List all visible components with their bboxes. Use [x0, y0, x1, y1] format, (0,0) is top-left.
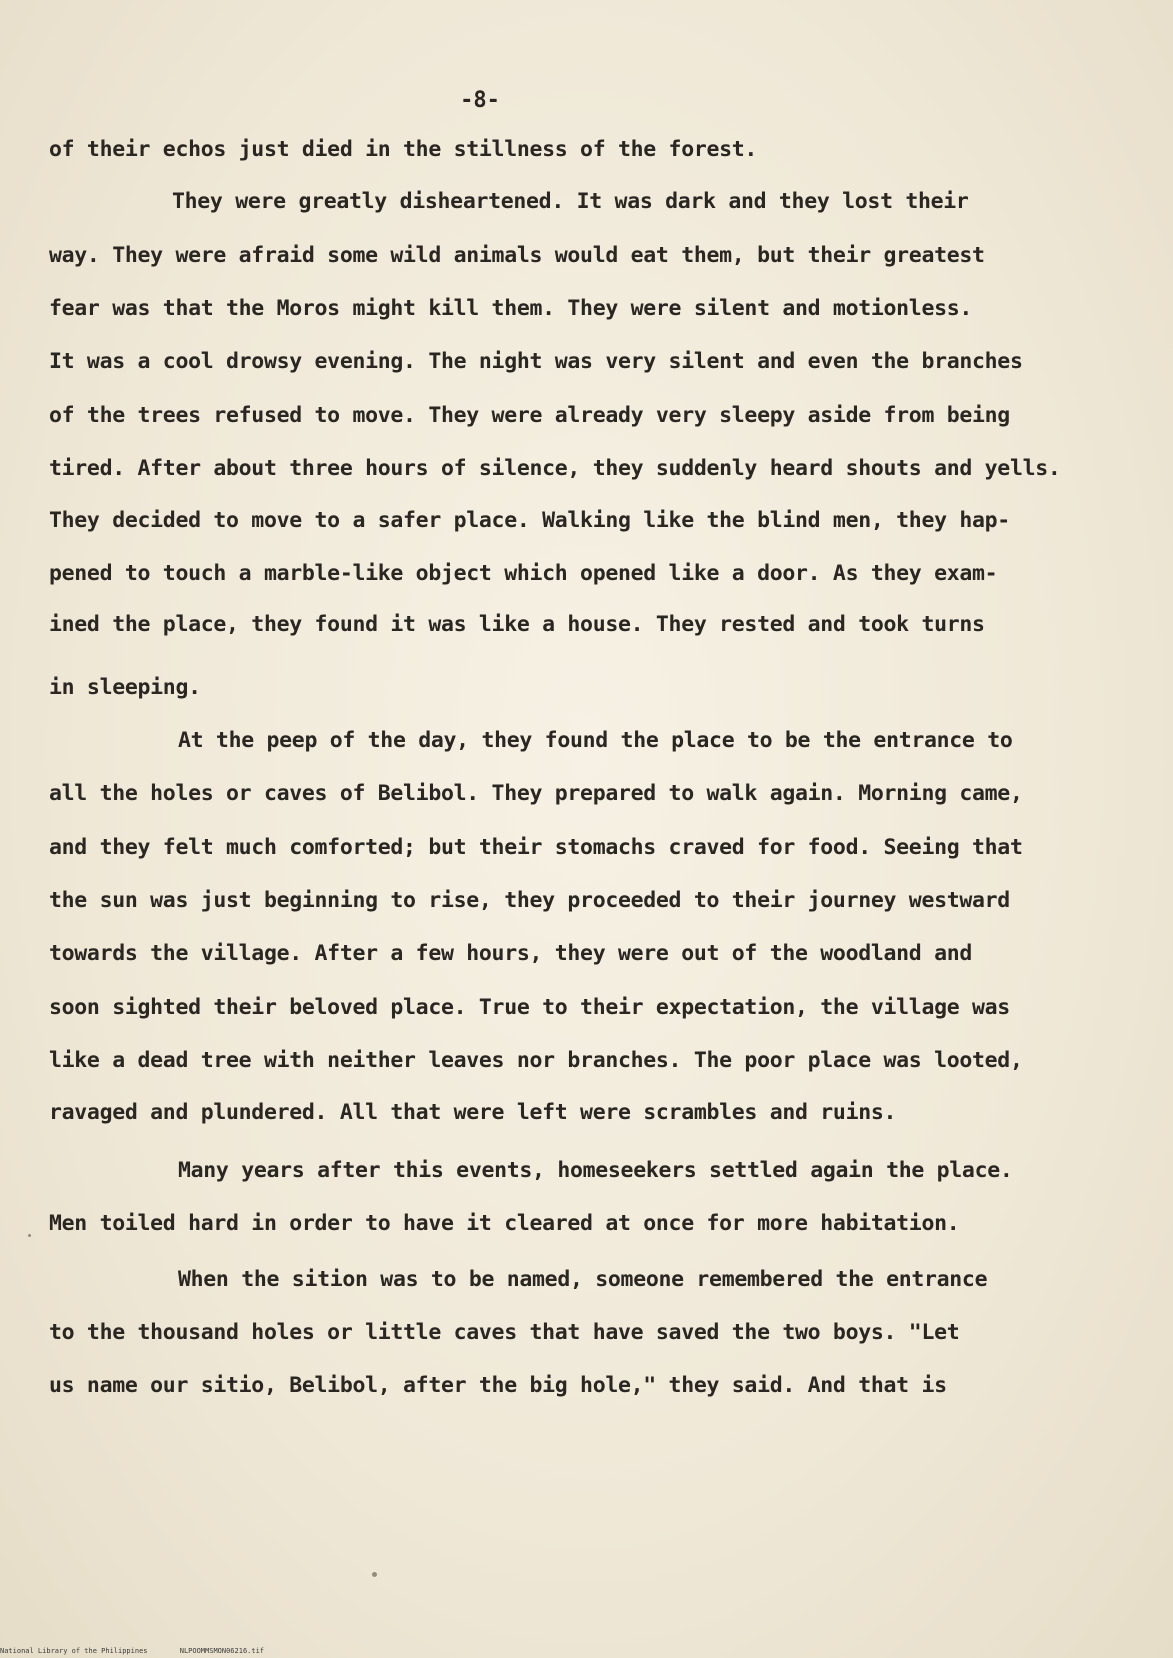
text-line: fear was that the Moros might kill them. They were silent and motionless.	[49, 296, 973, 321]
text-line: Many years after this events, homeseekers settled again the place.	[178, 1158, 1013, 1183]
text-line: At the peep of the day, they found the place to be the entrance to	[178, 728, 1013, 753]
text-line: Men toiled hard in order to have it cleared at once for more habitation.	[49, 1211, 960, 1236]
text-line: us name our sitio, Belibol, after the big hole," they said. And that is	[49, 1373, 947, 1398]
text-line: all the holes or caves of Belibol. They prepared to walk again. Morning came,	[49, 781, 1023, 806]
text-line: ravaged and plundered. All that were left were scrambles and ruins.	[49, 1100, 897, 1125]
paper-speck	[372, 1572, 377, 1577]
text-line: It was a cool drowsy evening. The night was very silent and even the branches	[49, 349, 1023, 374]
text-line: the sun was just beginning to rise, they proceeded to their journey westward	[49, 888, 1010, 913]
footer-stamp	[0, 1647, 292, 1655]
text-line: tired. After about three hours of silence, they suddenly heard shouts and yells.	[49, 456, 1061, 481]
text-line: pened to touch a marble-like object which opened like a door. As they exam-	[49, 561, 998, 586]
text-line: of their echos just died in the stillness of the forest.	[49, 137, 758, 162]
text-line: of the trees refused to move. They were already very sleepy aside from being	[49, 403, 1010, 428]
text-line: and they felt much comforted; but their stomachs craved for food. Seeing that	[49, 835, 1023, 860]
page-number: -8-	[460, 88, 500, 113]
text-line: They were greatly disheartened. It was dark and they lost their	[172, 189, 969, 214]
text-line: They decided to move to a safer place. Walking like the blind men, they hap-	[49, 508, 1010, 533]
text-line: like a dead tree with neither leaves nor branches. The poor place was looted,	[49, 1048, 1023, 1073]
footer-library: National Library of the Philippines	[0, 1647, 148, 1655]
text-line: towards the village. After a few hours, they were out of the woodland and	[49, 941, 973, 966]
text-line: soon sighted their beloved place. True to their expectation, the village was	[49, 995, 1010, 1020]
paper-speck	[28, 1234, 31, 1237]
text-line: When the sition was to be named, someone remembered the entrance	[178, 1267, 988, 1292]
footer-file-id: NLPOOMMSMON06216.tif	[179, 1647, 265, 1655]
text-line: to the thousand holes or little caves that have saved the two boys. "Let	[49, 1320, 960, 1345]
text-line: in sleeping.	[49, 675, 201, 700]
text-line: way. They were afraid some wild animals would eat them, but their greatest	[49, 243, 985, 268]
text-line: ined the place, they found it was like a house. They rested and took turns	[49, 612, 985, 637]
